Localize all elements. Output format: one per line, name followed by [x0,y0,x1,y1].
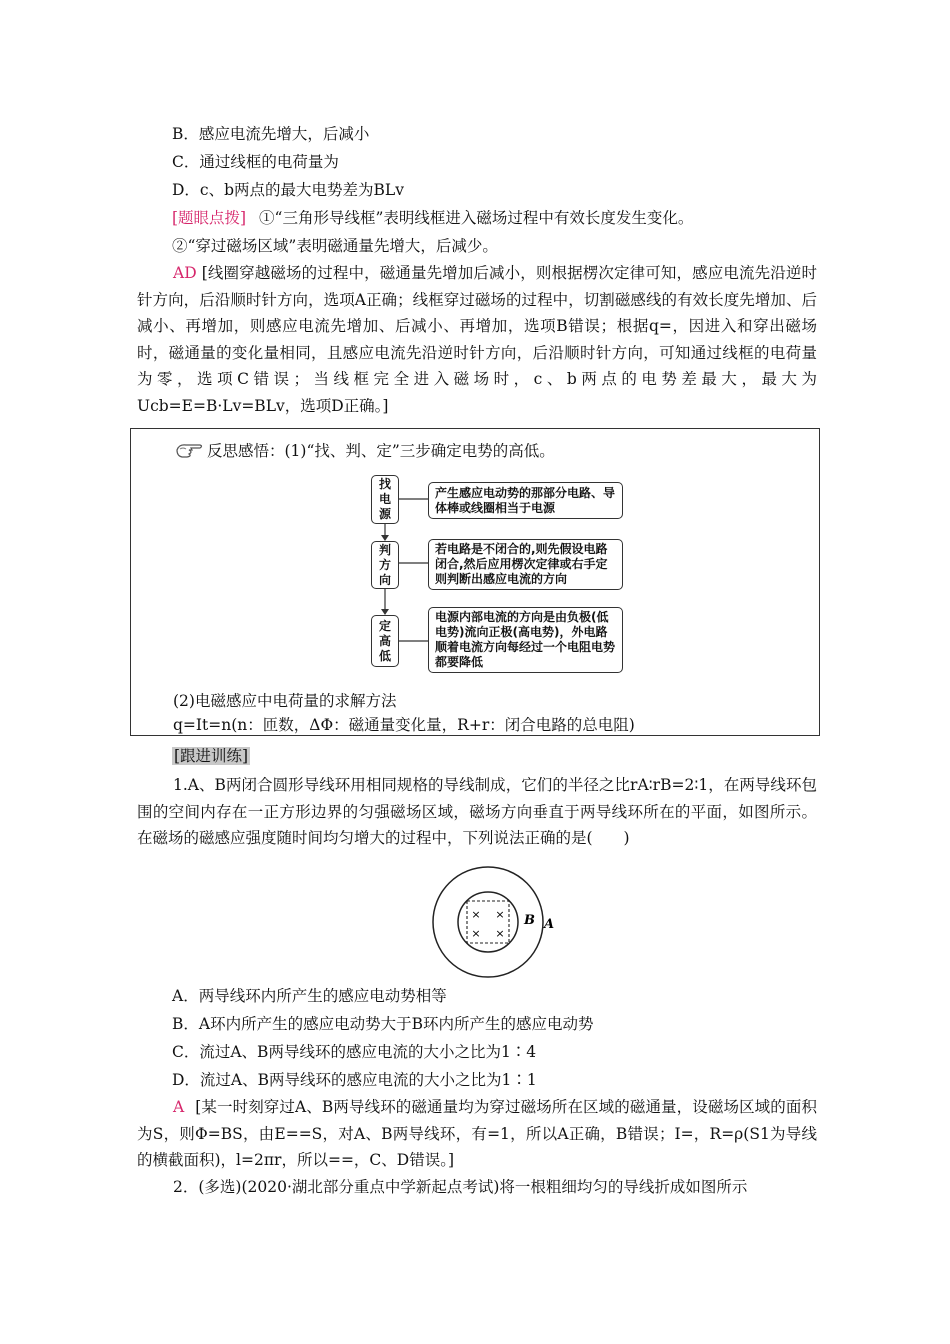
flow-step-2-label: 判 方 向 [371,541,399,589]
option-d: D．c、b两点的最大电势差为BLv [172,181,404,199]
practice-tag: [跟进训练] [174,747,249,765]
answer-paragraph-2 [137,1094,817,1174]
field-mark: × [471,908,481,921]
flow-step-3-text: 电源内部电流的方向是由负极(低电势)流向正极(高电势)，外电路顺着电流方向每经过一个电阻电势都要降低 [428,607,623,673]
question-2: 2．(多选)(2020·湖北部分重点中学新起点考试)将一根粗细均匀的导线折成如图所示 [173,1178,748,1196]
answer-text-2: [某一时刻穿过A、B两导线环的磁通量均为穿过磁场所在区域的磁通量，设磁场区域的面积为S，则Φ=BS，由E==S，对A、B两导线环，有=1，所以A正确，B错误；I=，R=ρ(S1为导线的横截面积)，l=2πr，所以==，C、D错误。] [137,1098,817,1169]
rings-figure [420,862,570,982]
q1-option-c: C．流过A、B两导线环的感应电流的大小之比为1∶4 [172,1043,537,1061]
question-1: 1.A、B两闭合圆形导线环用相同规格的导线制成，它们的半径之比rA∶rB=2∶1，在两导线环包围的空间内存在一正方形边界的匀强磁场区域，磁场方向垂直于两导线环所在的平面，如图所示。在磁场的磁感应强度随时间均匀增大的过程中，下列说法正确的是( ) [137,776,817,847]
field-mark: × [495,927,505,940]
hint-line-2: ②“穿过磁场区域”表明磁通量先增大，后减少。 [172,237,498,255]
field-mark: × [495,908,505,921]
hint-line-1 [172,208,693,228]
flow-step-1-label: 找 电 源 [371,475,399,524]
q1-option-b: B．A环内所产生的感应电动势大于B环内所产生的感应电动势 [172,1015,594,1033]
option-b: B．感应电流先增大，后减小 [172,125,370,143]
flow-step-3-label: 定 高 低 [371,615,399,667]
reflection-part2-title: (2)电磁感应中电荷量的求解方法 [173,692,397,710]
flow-step-2-text: 若电路是不闭合的,则先假设电路闭合,然后应用楞次定律或右手定则判断出感应电流的方向 [428,539,623,590]
hint-tag: [题眼点拨] [172,209,247,227]
reflection-part2-formula: q=It=n(n：匝数，ΔΦ：磁通量变化量，R+r：闭合电路的总电阻) [173,716,635,734]
label-b: B [524,913,535,928]
flow-step-1-text: 产生感应电动势的那部分电路、导体棒或线圈相当于电源 [428,482,623,519]
option-c: C．通过线框的电荷量为 [172,153,339,171]
q1-option-d: D．流过A、B两导线环的感应电流的大小之比为1∶1 [172,1071,537,1089]
hint-text-1: ①“三角形导线框”表明线框进入磁场过程中有效长度发生变化。 [259,209,694,227]
q1-option-a: A．两导线环内所产生的感应电动势相等 [172,987,447,1005]
answer-text-1: [线圈穿越磁场的过程中，磁通量先增加后减小，则根据楞次定律可知，感应电流先沿逆时针方向，后沿顺时针方向，选项A正确；线框穿过磁场的过程中，切割磁感线的有效长度先增加、后减小、再增加，则感应电流先增加、后减小、再增加，选项B错误；根据q=，因进入和穿出磁场时，磁通量的变化量相同，且感应电流先沿逆时针方向，后沿顺时针方向，可知通过线框的电荷量为零，选项C错误；当线框完全进入磁场时，c、b两点的电势差最大，最大为Ucb=E=B·Lv=BLv，选项D正确。] [137,264,817,415]
field-mark: × [471,927,481,940]
answer-paragraph-1 [137,260,817,419]
label-a: A [544,917,555,932]
answer-key-1: AD [173,264,197,282]
reflection-title: 反思感悟：(1)“找、判、定”三步确定电势的高低。 [207,442,555,460]
answer-key-2: A [173,1098,185,1116]
reflection-box [130,428,820,736]
